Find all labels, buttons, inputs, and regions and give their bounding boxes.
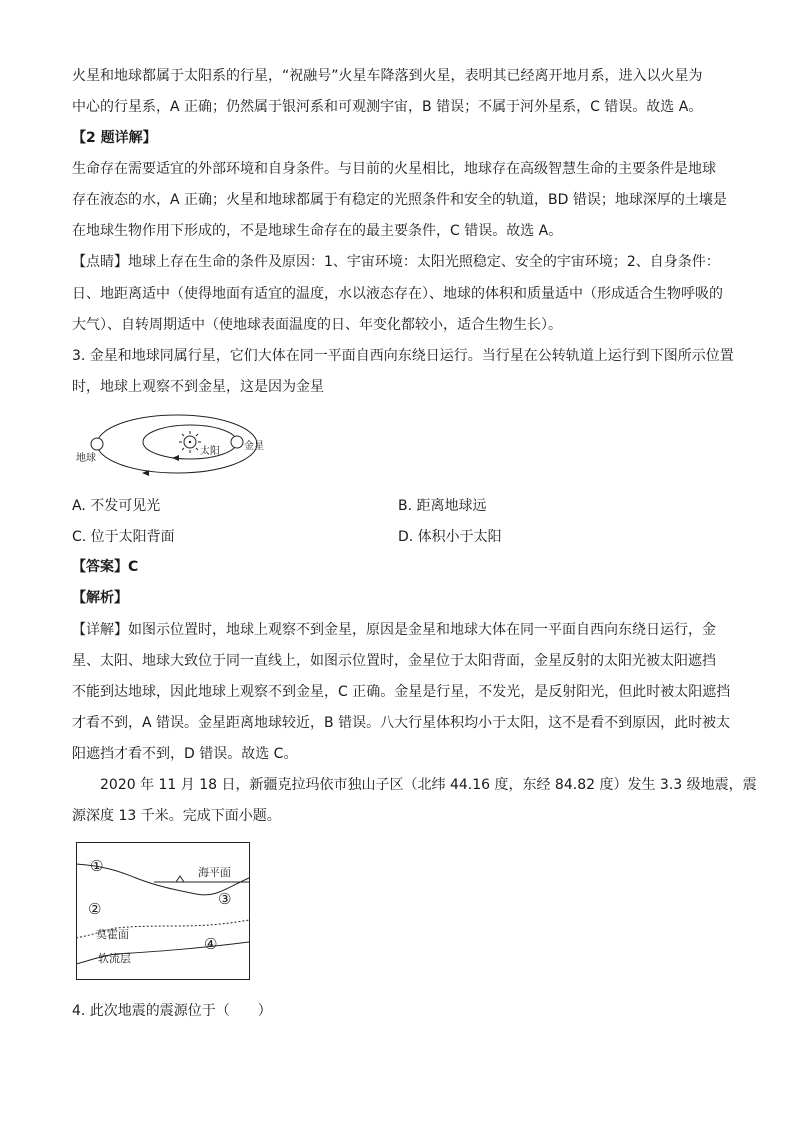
question-3-cont: 时，地球上观察不到金星，这是因为金星 — [72, 379, 324, 395]
sun-icon — [179, 431, 201, 453]
option-c: C. 位于太阳背面 — [72, 529, 175, 545]
earthquake-epicenter-marker — [176, 876, 184, 882]
text-line: 星、太阳、地球大致位于同一直线上，如图示位置时，金星位于太阳背面，金星反射的太阳光被太阳遮挡 — [72, 653, 716, 669]
label-moho: 莫霍面 — [96, 928, 129, 941]
label-sun: 太阳 — [200, 446, 220, 457]
label-circle-2: ② — [88, 900, 102, 918]
label-venus: 金星 — [244, 441, 264, 452]
earthquake-intro: 2020 年 11 月 18 日，新疆克拉玛依市独山子区（北纬 44.16 度，东经 84.82 度）发生 3.3 级地震，震 — [100, 777, 757, 793]
label-circle-1: ① — [90, 857, 104, 875]
label-circle-3: ③ — [218, 890, 232, 908]
option-d: D. 体积小于太阳 — [398, 529, 502, 545]
option-a: A. 不发可见光 — [72, 498, 161, 514]
text-line: 不能到达地球，因此地球上观察不到金星，C 正确。金星是行星，不发光，是反射阳光，但此时被太阳遮挡 — [72, 684, 731, 700]
orbit-arrow-inner — [172, 455, 179, 461]
text-line: 火星和地球都属于太阳系的行星，“祝融号”火星车降落到火星，表明其已经离开地月系，进入以火星为 — [72, 68, 703, 84]
option-b: B. 距离地球远 — [398, 498, 487, 514]
analysis-heading: 【解析】 — [72, 590, 128, 606]
crust-diagram — [76, 842, 250, 980]
label-circle-4: ④ — [204, 935, 218, 953]
venus-planet — [231, 436, 243, 448]
text-line: 中心的行星系，A 正确；仍然属于银河系和可观测宇宙，B 错误；不属于河外星系，C 错误。故选 A。 — [72, 99, 703, 115]
answer — [72, 557, 138, 577]
text-line: 阳遮挡才看不到，D 错误。故选 C。 — [72, 746, 298, 762]
text-line: 【详解】如图示位置时，地球上观察不到金星，原因是金星和地球大体在同一平面自西向东绕日运行，金 — [72, 622, 716, 638]
label-sea-level: 海平面 — [198, 866, 231, 879]
text-line: 才看不到，A 错误。金星距离地球较近，B 错误。八大行星体积均小于太阳，这不是看不到原因，此时被太 — [72, 715, 731, 731]
question-4: 4. 此次地震的震源位于（ ） — [72, 1003, 272, 1019]
section-heading: 【2 题详解】 — [72, 130, 157, 146]
text-line: 生命存在需要适宜的外部环境和自身条件。与目前的火星相比，地球存在高级智慧生命的主要条件是地球 — [72, 161, 716, 177]
orbit-diagram — [72, 412, 282, 482]
text-line: 在地球生物作用下形成的，不是地球生命存在的最主要条件，C 错误。故选 A。 — [72, 223, 563, 239]
question-3: 3. 金星和地球同属行星，它们大体在同一平面自西向东绕日运行。当行星在公转轨道上运行到下图所示位置 — [72, 348, 734, 364]
text-line: 存在液态的水，A 正确；火星和地球都属于有稳定的光照条件和安全的轨道，BD 错误；地球深厚的土壤是 — [72, 192, 727, 208]
answer-text: 【答案】C — [72, 559, 139, 575]
label-earth: 地球 — [76, 453, 96, 464]
earth-planet — [91, 438, 103, 450]
text-line: 日、地距离适中（使得地面有适宜的温度，水以液态存在）、地球的体积和质量适中（形成适合生物呼吸的 — [72, 286, 723, 302]
label-asthenosphere: 软流层 — [98, 952, 131, 965]
text-line: 【点睛】地球上存在生命的条件及原因：1、宇宙环境：太阳光照稳定、安全的宇宙环境；2、自身条件： — [72, 254, 720, 270]
text-line: 大气）、自转周期适中（使地球表面温度的日、年变化都较小，适合生物生长）。 — [72, 317, 562, 333]
earthquake-intro-cont: 源深度 13 千米。完成下面小题。 — [72, 808, 281, 824]
